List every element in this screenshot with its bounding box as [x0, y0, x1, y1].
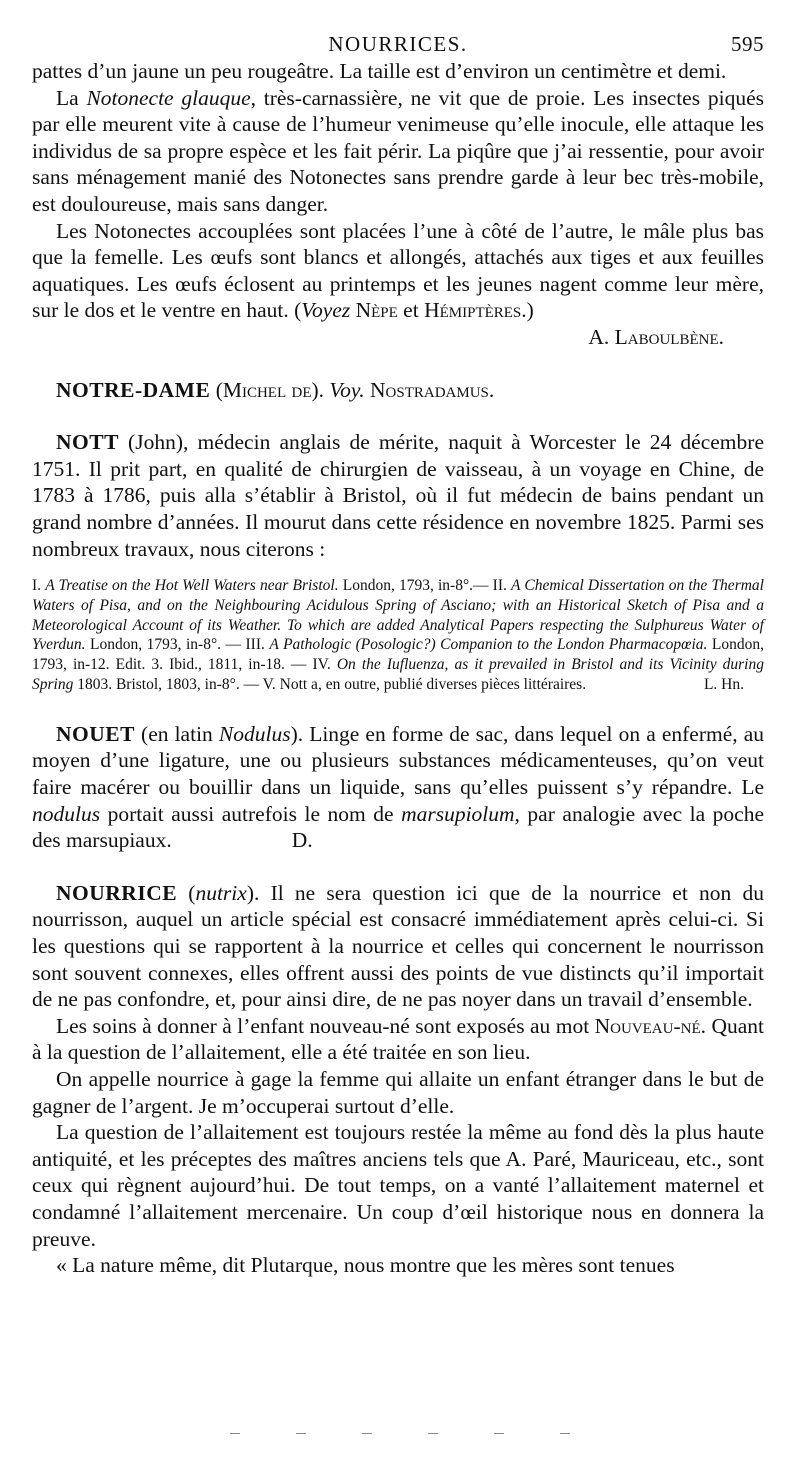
running-header [32, 28, 764, 58]
entry-nourrice: NOURRICE (nutrix). Il ne sera question ici que de la nourrice et non du nourrisson, auquel un article spécial est consacré immédiatement après celui-ci. Si les questions qui se rapportent à la nourrice et celles qui concernent le nourrisson sont souvent connexes, elles offrent aussi des points de vue distincts qu’il importait de ne pas confondre, et, pour ainsi dire, de ne pas noyer dans un travail d’ensemble. [32, 880, 764, 1012]
paragraph-quote-plutarque: « La nature même, dit Plutarque, nous montre que les mères sont tenues [56, 1253, 675, 1278]
entry-notre-dame: NOTRE-DAME (Michel de). Voy. Nostradamus. [56, 377, 495, 402]
footer-marks [230, 1433, 570, 1434]
paragraph-allaitement: La question de l’allaitement est toujours restée la même au fond dès la plus haute antiquité, et les préceptes des maîtres anciens tels que A. Paré, Mauriceau, etc., sont ceux qui règnent aujourd’hui. De tout temps, on a vanté l’allaitement maternel et condamné l’allaitement mercenaire. Un coup d’œil historique nous en donnera la preuve. [32, 1120, 764, 1251]
work-title: A Chemical Dissertation on the Thermal Waters of Pisa, and on the Neighbouring Acidulous Spring of Asciano; with an Historical Sketch of Pisa and a Meteorological Account of its Weather. To which are added Analytical Papers respecting the Sulphureus Water of Yverdun. [32, 577, 764, 654]
paragraph-notonectes-accouplees: Les Notonectes accouplées sont placées l’une à côté de l’autre, le mâle plus bas que la femelle. Les œufs sont blancs et allongés, attachés aux tiges et aux feuilles aquatiques. Les œufs éclosent au printemps et les jeunes nagent comme leur mère, sur le dos et le ventre en haut. (Voyez Nèpe et Hémiptères.) [32, 218, 764, 323]
work-title: A Treatise on the Hot Well Waters near Bristol. [45, 577, 339, 595]
entry-nouet: NOUET (en latin Nodulus). Linge en forme de sac, dans lequel on a enfermé, au moyen d’une ligature, une ou plusieurs substances médicamenteuses, qu’on veut faire macérer ou bouillir dans un liquide, sans qu’elles puissent s’y répandre. Le nodulus portait aussi autrefois le nom de marsupiolum, par analogie avec la poche des marsupiaux. D. [32, 721, 764, 853]
author-signature: A. Laboulbène. [588, 324, 724, 349]
author-signature: L. Hn. [703, 676, 744, 694]
cross-reference: Nouveau-né [594, 1013, 701, 1038]
entry-headword: NOUET [56, 721, 135, 746]
species-name: Notonecte glauque [86, 85, 251, 110]
running-title: NOURRICES. [328, 32, 468, 56]
cross-reference: Nostradamus. [364, 377, 495, 402]
cross-reference: Hémiptères [424, 298, 522, 323]
paragraph-soins: Les soins à donner à l’enfant nouveau-né sont exposés au mot Nouveau-né. Quant à la question de l’allaitement, elle a été traitée en son lieu. [32, 1013, 764, 1065]
paragraph-continued: pattes d’un jaune un peu rougeâtre. La taille est d’environ un centimètre et demi. [32, 59, 727, 83]
work-title: On the Iufluenza, as it prevailed in Bristol and its Vicinity during Spring [32, 656, 764, 694]
paragraph-notonecte-glauque: La Notonecte glauque, très-carnassière, ne vit que de proie. Les insectes piqués par elle meurent vite à cause de l’humeur venimeuse qu’elle inocule, elle attaque les individus de sa propre espèce et les fait périr. La piqûre que j’ai ressentie, pour avoir sans ménagement manié des Notonectes sans prendre garde à leur bec très-mobile, est douloureuse, mais sans danger. [32, 85, 764, 216]
cross-reference: Nèpe [355, 298, 398, 323]
page-number: 595 [731, 32, 764, 56]
author-signature: D. [291, 828, 313, 853]
entry-headword: NOTRE-DAME [56, 377, 211, 402]
work-title: A Pathologic (Posologic?) Companion to the London Pharmacopœia. [269, 636, 708, 654]
entry-nott: NOTT (John), médecin anglais de mérite, naquit à Worcester le 24 décembre 1751. Il prit part, en qualité de chirurgien de vaisseau, à un voyage en Chine, de 1783 à 1786, puis alla s’établir à Bristol, où il fut médecin de bains pendant un grand nombre d’années. Il mourut dans cette résidence en novembre 1825. Parmi ses nombreux travaux, nous citerons : [32, 430, 764, 561]
page [32, 28, 764, 1279]
bibliography: I. A Treatise on the Hot Well Waters near Bristol. London, 1793, in-8°.— II. A Chemical Dissertation on the Thermal Waters of Pisa, and on the Neighbouring Acidulous Spring of Asciano; with an Historical Sketch of Pisa and a Meteorological Account of its Weather. To which are added Analytical Papers respecting the Sulphureus Water of Yverdun. London, 1793, in-8°. — III. A Pathologic (Posologic?) Companion to the London Pharmacopœia. London, 1793, in-12. Edit. 3. Ibid., 1811, in-18. — IV. On the Iufluenza, as it prevailed in Bristol and its Vicinity during Spring 1803. Bristol, 1803, in-8°. — V. Nott a, en outre, publié diverses pièces littéraires. L. Hn. [32, 577, 765, 694]
entry-headword: NOURRICE [56, 880, 178, 905]
paragraph-nourrice-a-gage: On appelle nourrice à gage la femme qui allaite un enfant étranger dans le but de gagner de l’argent. Je m’occuperai surtout d’elle. [32, 1067, 764, 1118]
entry-headword: NOTT [56, 430, 119, 455]
